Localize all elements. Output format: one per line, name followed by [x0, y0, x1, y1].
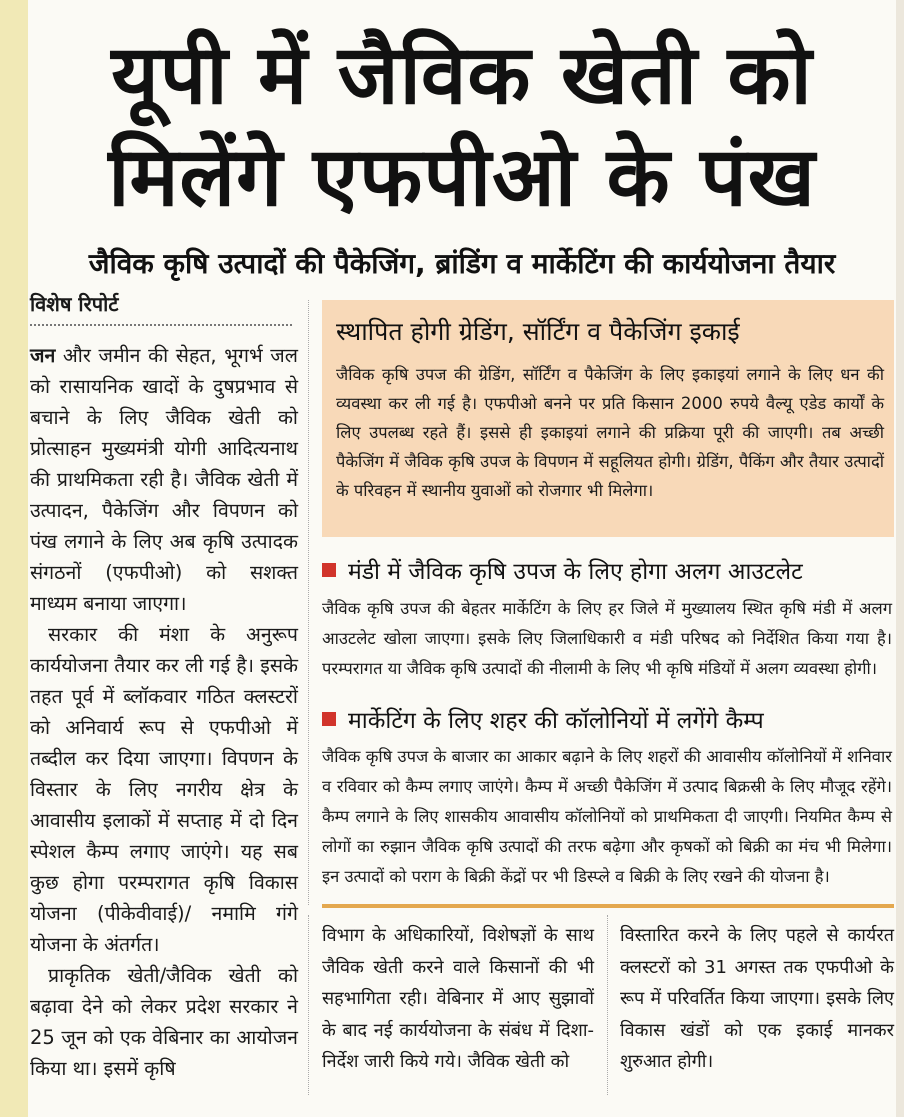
- highlight-box-body: जैविक कृषि उपज की ग्रेडिंग, सॉर्टिंग व पैकेजिंग के लिए इकाइयां लगाने के लिए धन की व्यवस्था कर ली गई है। एफपीओ बनने पर प्रति किसान 2000 रुपये वैल्यू एडेड कार्यों के लिए उपलब्ध रहते हैं। इससे ही इकाइयां लगाने की प्रक्रिया पूरी की जाएगी। तब अच्छी पैकेजिंग में जैविक कृषि उपज के विपणन में सहूलियत होगी। ग्रेडिंग, पैकिंग और तैयार उत्पादों के परिवहन में स्थानीय युवाओं को रोजगार भी मिलेगा।: [336, 365, 884, 500]
- left-paragraph-1: [30, 340, 298, 619]
- headline-line-2: मिलेंगे एफपीओ के पंख: [108, 130, 816, 225]
- square-bullet-icon: [322, 563, 336, 577]
- column-divider: [607, 915, 608, 1095]
- left-paragraph-3: प्राकृतिक खेती/जैविक खेती को बढ़ावा देने को लेकर प्रदेश सरकार ने 25 जून को एक वेबिनार का आयोजन किया था। इसमें कृषि: [30, 964, 298, 1080]
- section-1-heading: [322, 555, 894, 589]
- column-divider: [308, 915, 309, 1095]
- newspaper-page: [28, 0, 896, 1117]
- section-divider: [322, 904, 894, 908]
- right-gutter: [896, 0, 904, 1117]
- left-column: [30, 340, 298, 1084]
- subheadline: जैविक कृषि उत्पादों की पैकेजिंग, ब्रांडिंग व मार्केटिंग की कार्ययोजना तैयार: [88, 247, 836, 280]
- lead-word: जन: [30, 344, 56, 367]
- section-1-body: जैविक कृषि उपज की बेहतर मार्केटिंग के लिए हर जिले में मुख्यालय स्थित कृषि मंडी में अलग आउटलेट खोला जाएगा। इसके लिए जिलाधिकारी व मंडी परिषद को निर्देशित किया गया है। परम्परागत या जैविक कृषि उत्पादों की नीलामी के लिए भी कृषि मंडियों में अलग व्यवस्था होगी।: [322, 599, 892, 678]
- left-paragraph-2: सरकार की मंशा के अनुरूप कार्ययोजना तैयार कर ली गई है। इसके तहत पूर्व में ब्लॉकवार गठित क्लस्टरों को अनिवार्य रूप से एफपीओ में तब्दील कर दिया जाएगा। विपणन के विस्तार के लिए नगरीय क्षेत्र के आवासीय इलाकों में सप्ताह में दो दिन स्पेशल कैम्प लगाए जाएंगे। यह सब कुछ होगा परम्परागत कृषि विकास योजना (पीकेवीवाई)/ नमामि गंगे योजना के अंतर्गत।: [30, 623, 298, 956]
- section-2-heading: [322, 704, 894, 738]
- square-bullet-icon: [322, 712, 336, 726]
- highlight-box: [322, 300, 894, 537]
- column-divider: [308, 300, 309, 905]
- middle-column: विभाग के अधिकारियों, विशेषज्ञों के साथ जैविक खेती करने वाले किसानों की भी सहभागिता रही। वेबिनार में आए सुझावों के बाद नई कार्ययोजना के संबंध में दिशा-निर्देश जारी किये गये। जैविक खेती को: [322, 925, 594, 1072]
- byline-divider: [30, 324, 292, 326]
- headline-line-1: यूपी में जैविक खेती को: [111, 28, 813, 123]
- section-2-body: जैविक कृषि उपज के बाजार का आकार बढ़ाने के लिए शहरों की आवासीय कॉलोनियों में शनिवार व रविवार को कैम्प लगाए जाएंगे। कैम्प में अच्छी पैकेजिंग में उत्पाद बिक्रस्री के लिए मौजूद रहेंगे। कैम्प लगाने के लिए शासकीय आवासीय कॉलोनियों को प्राथमिकता दी जाएगी। नियमित कैम्प से लोगों का रुझान जैविक कृषि उत्पादों की तरफ बढ़ेगा और कृषकों को बिक्री का मंच भी मिलेगा। इन उत्पादों को पराग के बिक्री केंद्रों पर भी डिस्प्ले व बिक्री के लिए रखने की योजना है।: [322, 747, 892, 886]
- right-column: विस्तारित करने के लिए पहले से कार्यरत क्लस्टरों को 31 अगस्त तक एफपीओ के रूप में परिवर्तित किया जाएगा। इसके लिए विकास खंडों को एक इकाई मानकर शुरुआत होगी।: [620, 925, 894, 1072]
- section-1-heading-text: मंडी में जैविक कृषि उपज के लिए होगा अलग आउटलेट: [348, 559, 803, 585]
- byline: विशेष रिपोर्ट: [30, 292, 119, 316]
- left-paragraph-1-text: और जमीन की सेहत, भूगर्भ जल को रासायनिक खादों के दुषप्रभाव से बचाने के लिए जैविक खेती को प्रोत्साहन मुख्यमंत्री योगी आदित्यनाथ की प्राथमिकता रही है। जैविक खेती में उत्पादन, पैकेजिंग और विपणन को पंख लगाने के लिए अब कृषि उत्पादक संगठनों (एफपीओ) को सशक्त माध्यम बनाया जाएगा।: [30, 344, 298, 615]
- left-gutter: [0, 0, 28, 1117]
- section-2-heading-text: मार्केटिंग के लिए शहर की कॉलोनियों में लगेंगे कैम्प: [348, 708, 764, 734]
- highlight-box-title: स्थापित होगी ग्रेडिंग, सॉर्टिंग व पैकेजिंग इकाई: [336, 317, 740, 346]
